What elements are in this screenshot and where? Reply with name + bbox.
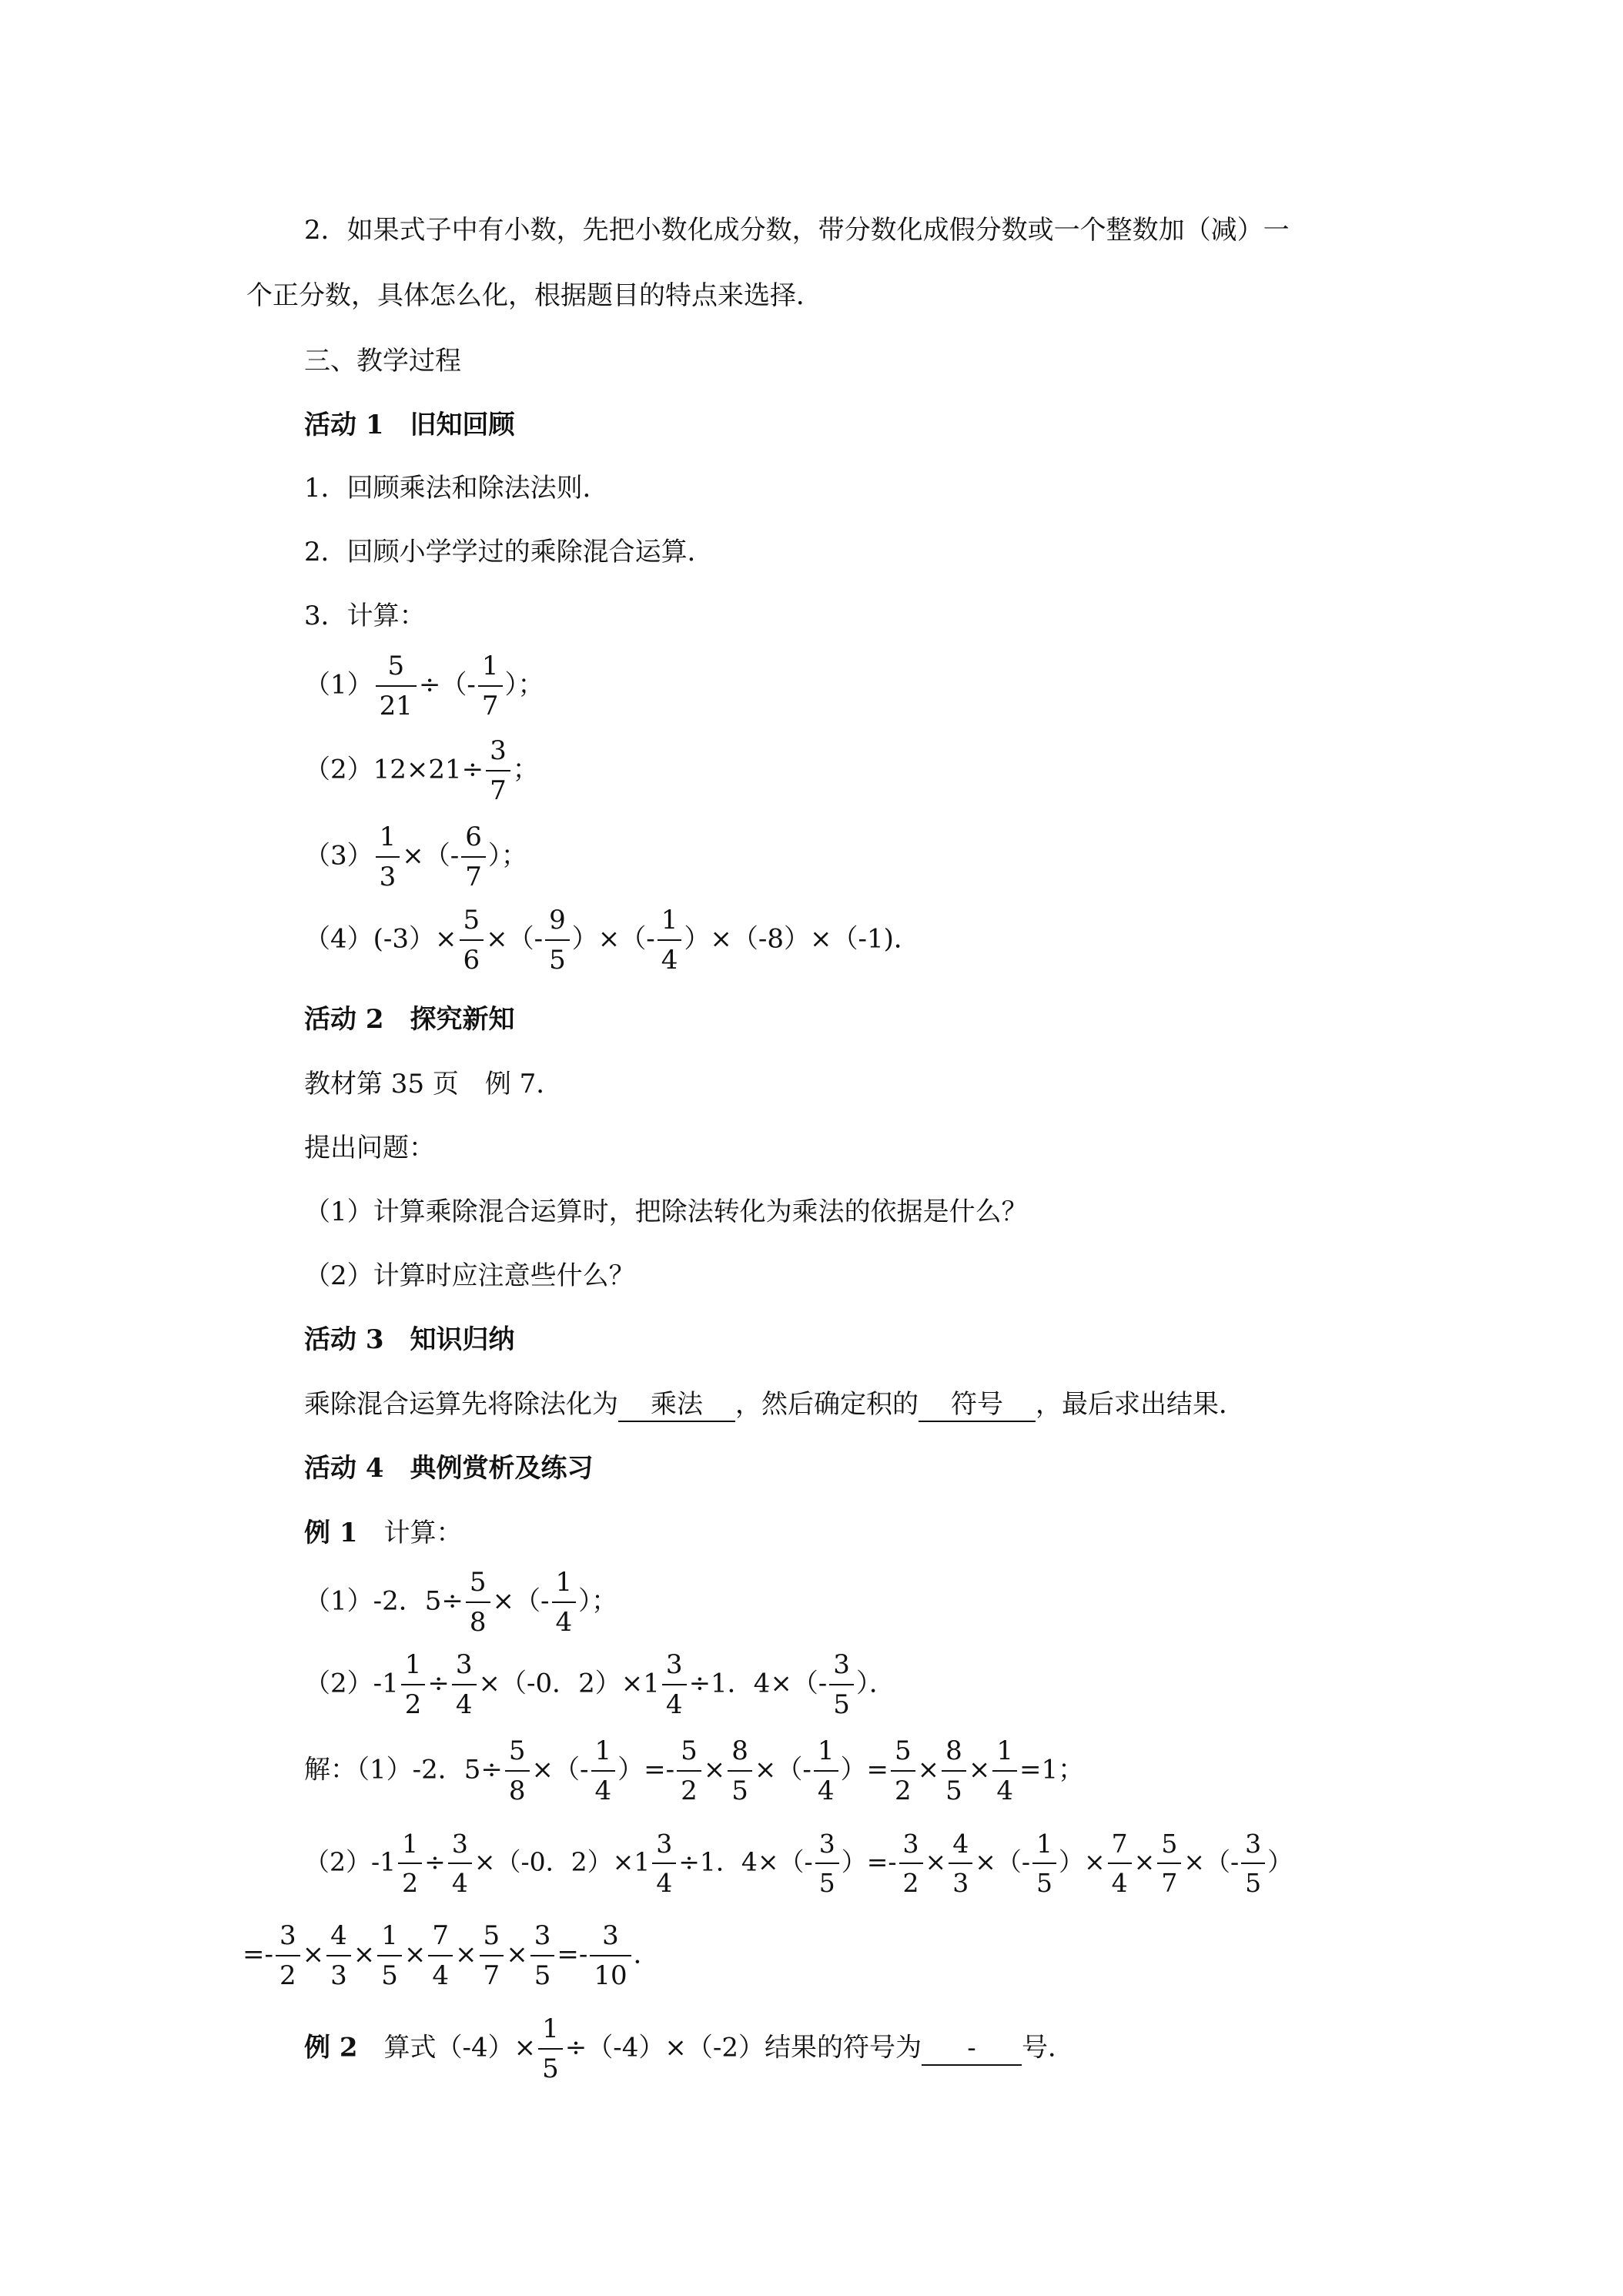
fraction: $\frac{3}{4}$: [662, 1652, 687, 1719]
expression-text: ÷: [427, 1668, 450, 1699]
fraction: $\frac{1}{4}$: [591, 1738, 616, 1805]
example-2: [304, 2013, 1074, 2084]
fraction: $\frac{9}{5}$: [545, 907, 570, 974]
example-text: 计算：: [357, 1518, 463, 1548]
expression-text: ）；: [578, 1585, 618, 1617]
fraction: $\frac{3}{4}$: [652, 1831, 676, 1896]
expression-text: ×（-: [531, 1754, 589, 1786]
summary-text: ，最后求出结果．: [1036, 1389, 1245, 1420]
expression-text: 号．: [1021, 2032, 1074, 2063]
expression-text: ）；: [487, 840, 527, 872]
fraction: $\frac{7}{4}$: [1108, 1831, 1132, 1896]
fraction: $\frac{3}{5}$: [815, 1831, 839, 1896]
exercise-label: （1）: [304, 669, 373, 701]
expression-text: ×: [506, 1939, 528, 1970]
summary-text: ，然后确定积的: [735, 1389, 919, 1420]
fraction: $\frac{8}{5}$: [728, 1738, 752, 1805]
summary-text: 乘除混合运算先将除法化为: [304, 1389, 618, 1420]
fraction: $\frac{1}{4}$: [552, 1569, 577, 1636]
fraction: $\frac{5}{2}$: [891, 1738, 915, 1805]
activity-1-heading: 活动 1 旧知回顾: [304, 410, 515, 440]
fraction: $\frac{3}{7}$: [486, 738, 510, 805]
exercise-2: [304, 735, 539, 806]
expression-text: =-: [243, 1939, 273, 1970]
fraction: $\frac{1}{3}$: [376, 824, 400, 891]
fraction: $\frac{3}{5}$: [829, 1652, 854, 1719]
fraction: $\frac{5}{8}$: [466, 1569, 490, 1636]
expression-text: ×: [925, 1846, 947, 1877]
expression-text: ）×: [1059, 1846, 1106, 1877]
expression-text: （2）-1: [304, 1668, 399, 1699]
exercise-label: （4）(-3）×: [304, 923, 457, 955]
expression-text: ）=: [840, 1754, 889, 1786]
fill-blank: 乘法: [618, 1391, 735, 1422]
fraction: $\frac{4}{3}$: [326, 1923, 351, 1990]
intro-line-2: 个正分数，具体怎么化，根据题目的特点来选择．: [246, 280, 822, 311]
fraction: $\frac{1}{4}$: [814, 1738, 838, 1805]
activity-3-heading: 活动 3 知识归纳: [304, 1324, 515, 1355]
expression-text: ×（-: [754, 1754, 812, 1786]
expression-text: ×: [403, 1939, 427, 1970]
fraction: $\frac{3}{5}$: [530, 1923, 555, 1990]
question-1: （1）计算乘除混合运算时，把除法转化为乘法的依据是什么？: [304, 1197, 1028, 1227]
exercise-label: （3）: [304, 840, 373, 872]
expression-text: ×（-: [402, 840, 460, 872]
fraction: $\frac{3}{5}$: [1241, 1831, 1265, 1896]
expression-text: ×（-: [975, 1846, 1030, 1877]
expression-text: ×: [703, 1754, 726, 1786]
expression-text: ）=-: [617, 1754, 675, 1786]
expression-text: ÷（-4）×（-2）结果的符号为: [564, 2032, 922, 2063]
fraction: $\frac{5}{8}$: [505, 1738, 530, 1805]
fraction: $\frac{4}{3}$: [949, 1831, 972, 1896]
fraction: $\frac{3}{2}$: [276, 1923, 300, 1990]
expression-text: ．: [633, 1939, 660, 1970]
fill-blank: 符号: [919, 1391, 1036, 1422]
fraction: $\frac{5}{2}$: [677, 1738, 701, 1805]
fraction: $\frac{1}{7}$: [478, 653, 503, 720]
activity-2-heading: 活动 2 探究新知: [304, 1004, 515, 1035]
fraction: $\frac{3}{4}$: [448, 1831, 472, 1896]
activity-1-item-1: 1．回顾乘法和除法法则．: [304, 473, 609, 504]
expression-text: ×: [1133, 1846, 1156, 1877]
expression-text: ×: [455, 1939, 477, 1970]
expression-text: ×: [353, 1939, 376, 1970]
fraction: $\frac{1}{2}$: [398, 1831, 422, 1896]
fraction: $\frac{1}{2}$: [401, 1652, 426, 1719]
expression-text: ）: [1267, 1846, 1293, 1877]
expression-text: ×: [302, 1939, 325, 1970]
expression-text: ；: [512, 754, 539, 785]
fraction: $\frac{3}{4}$: [452, 1652, 477, 1719]
expression-text: （2）-1: [304, 1846, 397, 1877]
exercise-1: [304, 653, 544, 720]
expression-text: =-: [557, 1939, 588, 1970]
expression-text: ×（-: [492, 1585, 550, 1617]
example-1-part-2: [304, 1649, 895, 1720]
solution-1: [304, 1735, 1085, 1806]
expression-text: ）．: [855, 1668, 895, 1699]
knowledge-summary: [304, 1391, 1245, 1422]
fill-blank: -: [922, 2034, 1022, 2066]
question-2: （2）计算时应注意些什么？: [304, 1260, 635, 1291]
section-heading: 三、教学过程: [304, 346, 461, 377]
fraction: $\frac{1}{4}$: [658, 907, 682, 974]
fraction: $\frac{7}{4}$: [428, 1923, 453, 1990]
fraction: $\frac{3}{10}$: [590, 1923, 631, 1990]
fraction: $\frac{6}{7}$: [461, 824, 486, 891]
expression-text: ）；: [504, 669, 544, 701]
example-label: 例 1: [304, 1518, 358, 1548]
textbook-reference: 教材第 35 页 例 7．: [304, 1069, 563, 1099]
fraction: $\frac{8}{5}$: [942, 1738, 966, 1805]
activity-1-item-2: 2．回顾小学学过的乘除混合运算．: [304, 537, 714, 567]
expression-text: ）=-: [841, 1846, 897, 1877]
solution-2-line-2: [243, 1920, 660, 1991]
expression-text: ×（-0．2）×1: [474, 1846, 651, 1877]
example-1-heading: [304, 1520, 463, 1546]
expression-text: ÷（-: [418, 669, 476, 701]
expression-text: （1）-2．5÷: [304, 1585, 463, 1617]
expression-text: 解：（1）-2．5÷: [304, 1754, 503, 1786]
expression-text: =1；: [1019, 1754, 1085, 1786]
exercise-label: （2）12×21÷: [304, 754, 484, 785]
fraction: $\frac{1}{5}$: [1032, 1831, 1056, 1896]
exercise-4: [304, 907, 920, 974]
expression-text: ÷1．4×（-: [678, 1846, 813, 1877]
fraction: $\frac{1}{4}$: [992, 1738, 1017, 1805]
question-prompt: 提出问题：: [304, 1133, 435, 1163]
expression-text: ×（-: [486, 923, 544, 955]
expression-text: ×: [917, 1754, 940, 1786]
activity-4-heading: 活动 4 典例赏析及练习: [304, 1453, 594, 1484]
expression-text: ）×（-: [571, 923, 655, 955]
expression-text: 算式（-4）×: [357, 2032, 537, 2063]
expression-text: ×（-0．2）×1: [478, 1668, 660, 1699]
solution-2-line-1: [304, 1831, 1293, 1896]
fraction: $\frac{5}{7}$: [1157, 1831, 1181, 1896]
fraction: $\frac{1}{5}$: [377, 1923, 402, 1990]
fraction: $\frac{5}{7}$: [480, 1923, 504, 1990]
fraction: $\frac{5}{6}$: [460, 907, 484, 974]
fraction: $\frac{5}{21}$: [376, 653, 417, 720]
expression-text: ×（-: [1183, 1846, 1240, 1877]
activity-1-item-3: 3．计算：: [304, 601, 426, 631]
example-1-part-1: [304, 1569, 617, 1636]
fraction: $\frac{1}{5}$: [538, 2016, 563, 2083]
exercise-3: [304, 824, 527, 891]
expression-text: ÷1．4×（-: [688, 1668, 828, 1699]
expression-text: ×: [968, 1754, 991, 1786]
intro-line-1: 2．如果式子中有小数，先把小数化成分数，带分数化成假分数或一个整数加（减）一: [304, 215, 1290, 246]
fraction: $\frac{3}{2}$: [899, 1831, 923, 1896]
expression-text: ）×（-8）×（-1)．: [684, 923, 920, 955]
expression-text: ÷: [424, 1846, 446, 1877]
example-label: 例 2: [304, 2032, 358, 2063]
